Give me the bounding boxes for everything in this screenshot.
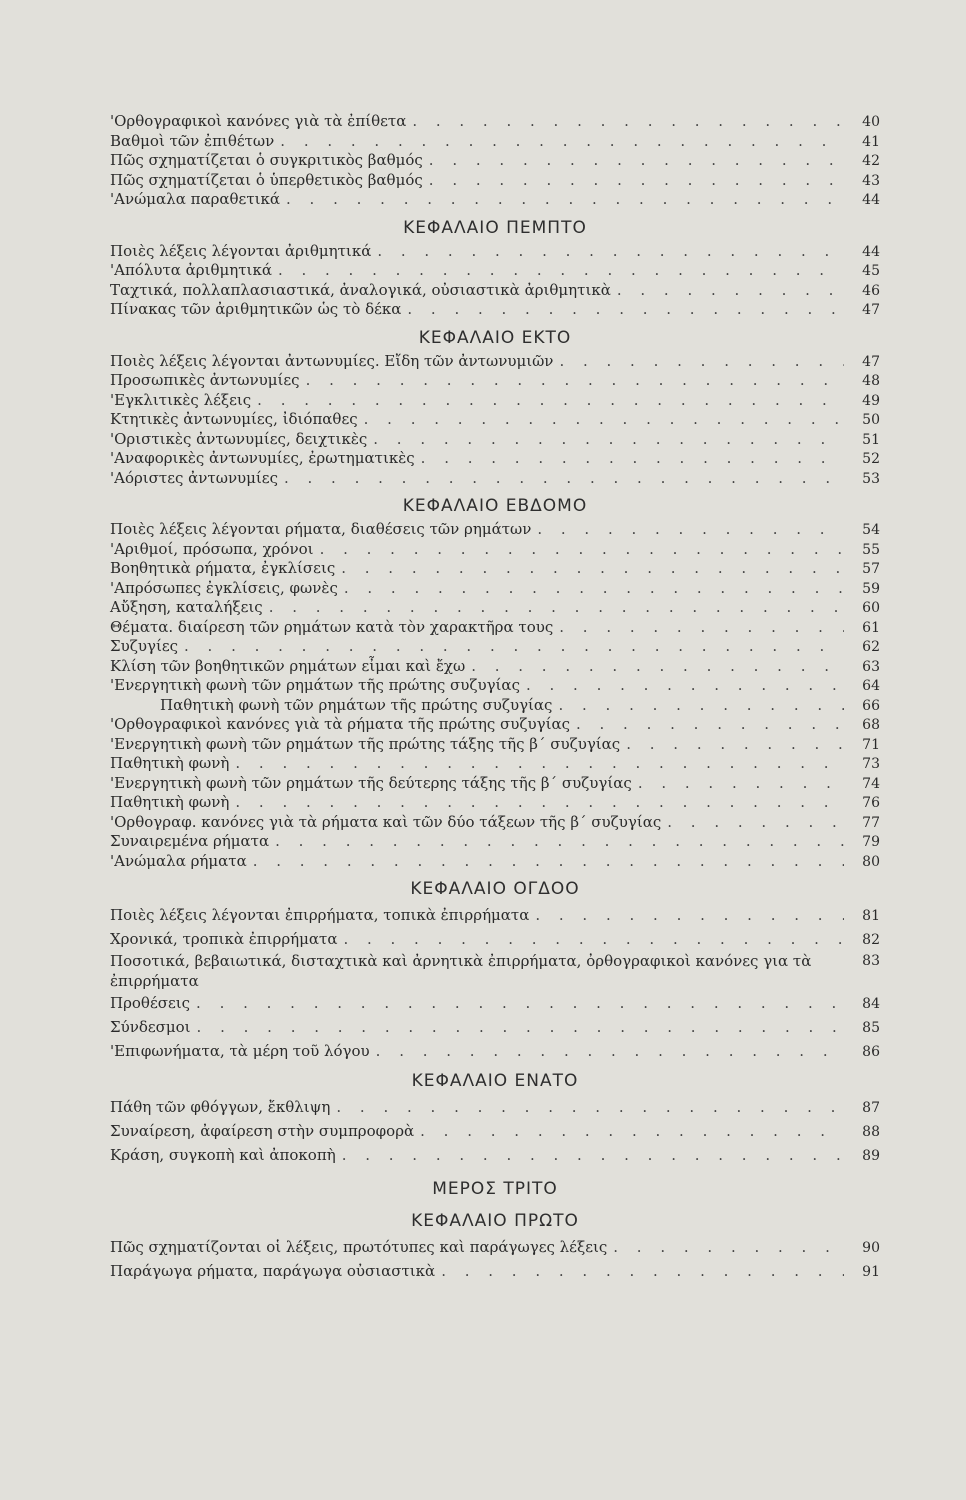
page-number: 83 (862, 953, 880, 969)
entry-text: 'Ανώμαλα παραθετικά (110, 190, 281, 208)
page-number: 79 (862, 834, 880, 850)
dot-leader (343, 927, 844, 951)
page-number: 52 (862, 451, 880, 467)
dot-leader (257, 391, 844, 411)
toc-entry (110, 676, 880, 696)
toc-entry (110, 637, 880, 657)
chapter-title: ΚΕΦΑΛΑΙΟ ΕΚΤΟ (418, 327, 572, 348)
toc-entry (110, 281, 880, 301)
toc-entry (110, 579, 880, 599)
entry-text: Βαθμοὶ τῶν ἐπιθέτων (110, 131, 275, 150)
page-number: 45 (862, 263, 880, 279)
dot-leader (535, 903, 844, 927)
table-of-contents (110, 112, 880, 1283)
entry-text: Ποιὲς λέξεις λέγονται ἀντωνυμίες. Εἴδη τῶν ἀντωνυμιῶν (110, 351, 554, 370)
dot-leader (377, 242, 844, 262)
dot-leader (420, 1119, 844, 1143)
dot-leader (280, 132, 844, 152)
dot-leader (344, 579, 844, 599)
dot-leader (320, 540, 844, 560)
toc-entry (110, 735, 880, 755)
entry-text: Χρονικά, τροπικὰ ἐπιρρήματα (110, 930, 338, 948)
entry-text: Παθητικὴ φωνὴ (110, 754, 230, 772)
dot-leader (626, 735, 844, 755)
entry-text: Πίνακας τῶν ἀριθμητικῶν ὡς τὸ δέκα (110, 300, 402, 318)
dot-leader (613, 1235, 844, 1259)
toc-entry (110, 754, 880, 774)
entry-text: 'Αόριστες ἀντωνυμίες (110, 468, 278, 487)
dot-leader (235, 754, 844, 774)
page-number: 55 (862, 541, 880, 558)
page-number: 64 (862, 678, 880, 694)
toc-entry (110, 171, 880, 191)
entry-text: Ποιὲς λέξεις λέγονται ἐπιρρήματα, τοπικὰ ἐπιρρήματα (110, 906, 530, 924)
page-number: 91 (862, 1264, 880, 1280)
dot-leader (373, 430, 844, 450)
entry-text: Ποιὲς λέξεις λέγονται ἀριθμητικά (110, 241, 372, 260)
toc-entry (110, 598, 880, 618)
toc-entry (110, 449, 880, 469)
dot-leader (376, 1039, 844, 1063)
toc-entry (110, 1095, 880, 1119)
dot-leader (364, 410, 844, 430)
toc-entry (110, 520, 880, 540)
dot-leader (638, 774, 844, 794)
entry-text: Ποιὲς λέξεις λέγονται ρήματα, διαθέσεις τῶν ρημάτων (110, 520, 532, 538)
page-number: 87 (862, 1100, 880, 1116)
page-number: 73 (862, 756, 880, 772)
entry-text: 'Ενεργητικὴ φωνὴ τῶν ρημάτων τῆς πρώτης συζυγίας (110, 676, 520, 694)
dot-leader (269, 598, 844, 618)
dot-leader (336, 1095, 844, 1119)
dot-leader (412, 112, 844, 132)
page-number: 80 (862, 853, 880, 870)
dot-leader (429, 151, 844, 171)
page-number: 82 (862, 932, 880, 948)
toc-entry (110, 261, 880, 281)
entry-text: 'Οριστικὲς ἀντωνυμίες, δειχτικὲς (110, 429, 368, 448)
page-number: 85 (862, 1020, 880, 1036)
dot-leader (421, 449, 844, 469)
toc-entry (110, 852, 880, 872)
toc-entry (110, 1143, 880, 1167)
entry-text: Βοηθητικὰ ρήματα, ἐγκλίσεις (110, 559, 336, 577)
page-number: 49 (862, 392, 880, 409)
page-number: 88 (862, 1124, 880, 1140)
toc-entry (110, 813, 880, 833)
page-number: 44 (862, 243, 880, 260)
entry-text: 'Αναφορικὲς ἀντωνυμίες, ἐρωτηματικὲς (110, 449, 415, 467)
page-number: 77 (862, 814, 880, 831)
chapter-fifth (110, 214, 880, 320)
chapter-title: ΚΕΦΑΛΑΙΟ ΕΒΔΟΜΟ (402, 496, 588, 516)
toc-entry (110, 469, 880, 489)
chapter-ninth (110, 1067, 880, 1167)
dot-leader (559, 352, 844, 372)
entry-text: Παράγωγα ρήματα, παράγωγα οὐσιαστικὰ (110, 1262, 436, 1280)
entry-text: 'Ενεργητικὴ φωνὴ τῶν ρημάτων τῆς πρώτης τάξης τῆς β΄ συζυγίας (110, 734, 621, 753)
page-number: 81 (862, 908, 880, 924)
entry-text: 'Επιφωνήματα, τὰ μέρη τοῦ λόγου (110, 1042, 370, 1060)
toc-entry (110, 151, 880, 171)
toc-entry (110, 300, 880, 320)
toc-entry (110, 1119, 880, 1143)
page-number: 42 (862, 153, 880, 169)
page-number: 54 (862, 522, 880, 538)
toc-entry (110, 559, 880, 579)
entry-text: 'Αριθμοί, πρόσωπα, χρόνοι (110, 539, 314, 558)
toc-entry (110, 927, 880, 951)
toc-entry (110, 618, 880, 638)
page-number: 53 (862, 470, 880, 487)
toc-entry (110, 793, 880, 813)
dot-leader (471, 657, 844, 677)
toc-entry (110, 951, 880, 991)
entry-text: Πῶς σχηματίζεται ὁ συγκριτικὸς βαθμός (110, 151, 423, 169)
dot-leader (526, 676, 844, 696)
page-number: 89 (862, 1148, 880, 1164)
page-number: 47 (862, 302, 880, 318)
page-number: 40 (862, 114, 880, 130)
chapter-seventh (110, 492, 880, 871)
page-number: 59 (862, 580, 880, 597)
entry-text: Πάθη τῶν φθόγγων, ἔκθλιψη (110, 1098, 331, 1116)
chapter-title: ΚΕΦΑΛΑΙΟ ΕΝΑΤΟ (411, 1071, 579, 1091)
entry-text: 'Ορθογραφικοὶ κανόνες γιὰ τὰ ρήματα τῆς πρώτης συζυγίας (110, 715, 570, 733)
entry-text: Θέματα. διαίρεση τῶν ρημάτων κατὰ τὸν χαρακτῆρα τους (110, 617, 554, 636)
entry-text: Πῶς σχηματίζονται οἱ λέξεις, πρωτότυπες καὶ παράγωγες λέξεις (110, 1238, 608, 1256)
entry-text: 'Απρόσωπες ἐγκλίσεις, φωνὲς (110, 578, 338, 597)
page-number: 66 (862, 697, 880, 714)
toc-entry (110, 774, 880, 794)
chapter-title: ΚΕΦΑΛΑΙΟ ΠΡΩΤΟ (411, 1211, 579, 1231)
entry-text: 'Εγκλιτικὲς λέξεις (110, 390, 252, 409)
toc-entry (110, 903, 880, 927)
entry-text: 'Ορθογραφ. κανόνες γιὰ τὰ ρήματα καὶ τῶν δύο τάξεων τῆς β΄ συζυγίας (110, 812, 662, 831)
dot-leader (559, 618, 844, 638)
page-number: 61 (862, 619, 880, 636)
entry-text: Συναιρεμένα ρήματα (110, 832, 270, 850)
toc-entry (110, 696, 880, 716)
page-number: 51 (862, 431, 880, 448)
entry-text: Κτητικὲς ἀντωνυμίες, ἰδιόπαθες (110, 410, 358, 428)
chapter-continued (110, 112, 880, 210)
page-number: 50 (862, 412, 880, 428)
toc-entry (110, 410, 880, 430)
entry-text: 'Απόλυτα ἀριθμητικά (110, 261, 272, 279)
dot-leader (407, 300, 844, 320)
page-number: 68 (862, 717, 880, 733)
entry-text: 'Ορθογραφικοὶ κανόνες γιὰ τὰ ἐπίθετα (110, 112, 407, 130)
entry-text: Αὔξηση, καταλήξεις (110, 598, 263, 616)
entry-text: Συναίρεση, ἀφαίρεση στὴν συμπροφορὰ (110, 1122, 415, 1140)
toc-entry (110, 1235, 880, 1259)
dot-leader (275, 832, 844, 852)
toc-entry (110, 832, 880, 852)
toc-entry (110, 657, 880, 677)
dot-leader (278, 261, 844, 281)
dot-leader (284, 469, 844, 489)
entry-text: Παθητικὴ φωνὴ (110, 793, 230, 811)
page-number: 63 (862, 658, 880, 675)
toc-entry (110, 1259, 880, 1283)
chapter-sixth (110, 324, 880, 489)
entry-text: Προσωπικὲς ἀντωνυμίες (110, 371, 300, 389)
page-number: 41 (862, 133, 880, 150)
toc-entry (110, 991, 880, 1015)
toc-entry (110, 132, 880, 152)
dot-leader (286, 190, 844, 210)
entry-text: Σύνδεσμοι (110, 1018, 191, 1036)
toc-entry (110, 715, 880, 735)
toc-entry (110, 1015, 880, 1039)
dot-leader (537, 520, 844, 540)
entry-text: Παθητικὴ φωνὴ τῶν ρημάτων τῆς πρώτης συζυγίας (160, 695, 553, 714)
toc-entry (110, 430, 880, 450)
page-number: 48 (862, 373, 880, 389)
page-number: 57 (862, 561, 880, 577)
toc-entry (110, 112, 880, 132)
part-title: ΜΕΡΟΣ ΤΡΙΤΟ (432, 1179, 558, 1199)
part-third (110, 1175, 880, 1283)
dot-leader (235, 793, 844, 813)
dot-leader (429, 171, 844, 191)
page-number: 71 (862, 736, 880, 753)
dot-leader (197, 1015, 844, 1039)
page-number: 47 (862, 353, 880, 370)
page-number: 62 (862, 639, 880, 655)
dot-leader (342, 1143, 844, 1167)
page-number: 46 (862, 282, 880, 299)
chapter-title: ΚΕΦΑΛΑΙΟ ΟΓΔΟΟ (410, 879, 580, 899)
page-number: 44 (862, 192, 880, 208)
dot-leader (576, 715, 844, 735)
dot-leader (196, 991, 844, 1015)
entry-text: Κλίση τῶν βοηθητικῶν ρημάτων εἶμαι καὶ ἔχω (110, 656, 466, 675)
toc-entry (110, 190, 880, 210)
page-number: 90 (862, 1240, 880, 1256)
dot-leader (341, 559, 844, 579)
page-number: 60 (862, 600, 880, 616)
toc-entry (110, 371, 880, 391)
page-number: 86 (862, 1044, 880, 1060)
chapter-eighth (110, 875, 880, 1063)
toc-entry (110, 352, 880, 372)
dot-leader (667, 813, 844, 833)
dot-leader (441, 1259, 844, 1283)
entry-text: Προθέσεις (110, 994, 191, 1012)
dot-leader (253, 852, 844, 872)
toc-entry (110, 1039, 880, 1063)
dot-leader (617, 281, 844, 301)
page-number: 84 (862, 996, 880, 1012)
page-number: 74 (862, 775, 880, 792)
toc-entry (110, 391, 880, 411)
entry-text: Κράση, συγκοπὴ καὶ ἀποκοπὴ (110, 1146, 336, 1164)
page-number: 76 (862, 795, 880, 811)
entry-text: Συζυγίες (110, 637, 178, 655)
entry-text: 'Ενεργητικὴ φωνὴ τῶν ρημάτων τῆς δεύτερης τάξης τῆς β΄ συζυγίας (110, 773, 632, 792)
entry-text: 'Ανώμαλα ρήματα (110, 851, 247, 870)
entry-text: Ταχτικά, πολλαπλασιαστικά, ἀναλογικά, οὐσιαστικὰ ἀριθμητικὰ (110, 280, 611, 299)
toc-entry (110, 540, 880, 560)
dot-leader (558, 696, 844, 716)
entry-text: Πῶς σχηματίζεται ὁ ὑπερθετικὸς βαθμός (110, 170, 423, 189)
dot-leader (184, 637, 844, 657)
toc-entry (110, 242, 880, 262)
chapter-title: ΚΕΦΑΛΑΙΟ ΠΕΜΠΤΟ (403, 217, 587, 238)
dot-leader (306, 371, 844, 391)
page-number: 43 (862, 172, 880, 189)
entry-text: Ποσοτικά, βεβαιωτικά, δισταχτικὰ καὶ ἀρνητικὰ ἐπιρρήματα, ὀρθογραφικοὶ κανόνες για τὰ ἐπιρρήματα (110, 952, 812, 990)
